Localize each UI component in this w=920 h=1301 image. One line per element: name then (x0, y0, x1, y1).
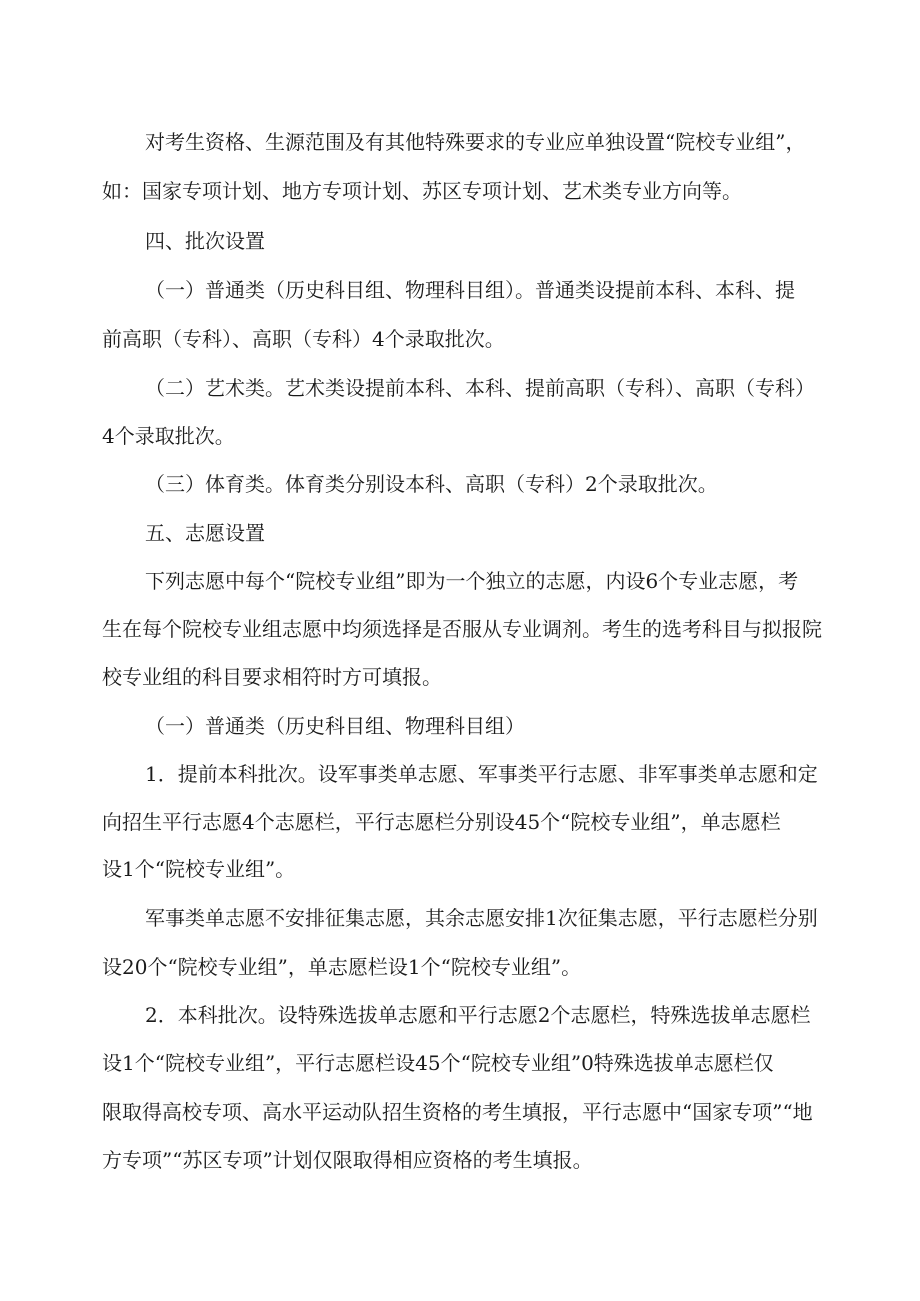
text-line: 前高职（专科）、高职（专科）4个录取批次。 (102, 327, 505, 351)
text-line: 4个录取批次。 (102, 424, 235, 448)
text-line: 设1个“院校专业组”，平行志愿栏设45个“院校专业组”0特殊选拔单志愿栏仅 (102, 1051, 774, 1075)
text-line: 设1个“院校专业组”。 (102, 857, 296, 881)
text-line: 向招生平行志愿4个志愿栏，平行志愿栏分别设45个“院校专业组”，单志愿栏 (102, 810, 781, 834)
text-line: （二）艺术类。艺术类设提前本科、本科、提前高职（专科）、高职（专科） (145, 376, 815, 400)
text-line: 设20个“院校专业组”，单志愿栏设1个“院校专业组”。 (102, 955, 582, 979)
text-line: 限取得高校专项、高水平运动队招生资格的考生填报，平行志愿中“国家专项”“地 (102, 1100, 813, 1124)
text-line: 军事类单志愿不安排征集志愿，其余志愿安排1次征集志愿，平行志愿栏分别 (145, 906, 818, 930)
subsection-heading: （一）普通类（历史科目组、物理科目组） (145, 714, 525, 738)
section-heading: 五、志愿设置 (145, 521, 265, 545)
section-heading: 四、批次设置 (145, 229, 265, 253)
text-line: 下列志愿中每个“院校专业组”即为一个独立的志愿，内设6个专业志愿，考 (145, 569, 799, 593)
text-line: 校专业组的科目要求相符时方可填报。 (102, 665, 442, 689)
text-line: 生在每个院校专业组志愿中均须选择是否服从专业调剂。考生的选考科目与拟报院 (102, 617, 822, 641)
text-line: 1．提前本科批次。设军事类单志愿、军事类平行志愿、非军事类单志愿和定 (145, 762, 818, 786)
text-line: （三）体育类。体育类分别设本科、高职（专科）2个录取批次。 (145, 472, 718, 496)
text-line: 对考生资格、生源范围及有其他特殊要求的专业应单独设置“院校专业组”， (145, 130, 806, 154)
text-line: 2．本科批次。设特殊选拔单志愿和平行志愿2个志愿栏，特殊选拔单志愿栏 (145, 1003, 811, 1027)
text-line: （一）普通类（历史科目组、物理科目组）。普通类设提前本科、本科、提 (145, 278, 795, 302)
text-line: 方专项”“苏区专项”计划仅限取得相应资格的考生填报。 (102, 1148, 593, 1172)
text-line: 如：国家专项计划、地方专项计划、苏区专项计划、艺术类专业方向等。 (102, 179, 742, 203)
